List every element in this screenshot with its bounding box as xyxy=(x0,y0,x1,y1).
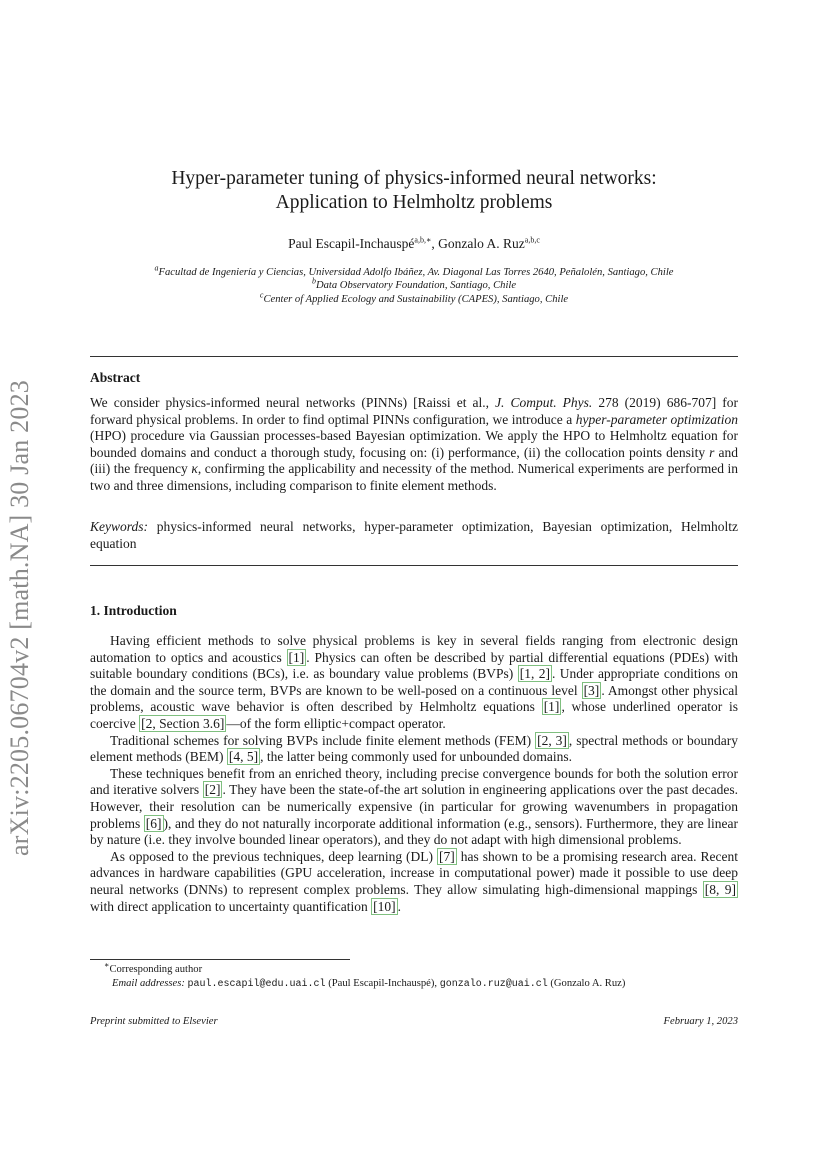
text-run: , the latter being commonly used for unbounded domains. xyxy=(260,749,573,765)
paragraph xyxy=(90,633,738,733)
text-run: ), and they do not naturally incorporate additional information (e.g., sensors). Furthermore, they are linear by nature (i.e. they involve bounded linear operators), and they do not adapt with high dimensional problems. xyxy=(90,815,738,848)
text-run: Traditional schemes for solving BVPs include finite element methods (FEM) xyxy=(110,732,536,748)
paragraph xyxy=(90,849,738,915)
citation-link[interactable]: [1] xyxy=(288,649,305,665)
text-run: with direct application to uncertainty quantification xyxy=(90,898,372,914)
text-run: As opposed to the previous techniques, deep learning (DL) xyxy=(110,848,438,864)
author-sup: a,b,c xyxy=(524,235,540,245)
text-run: We consider physics-informed neural networks (PINNs) [Raissi et al., xyxy=(90,395,496,410)
affiliation xyxy=(90,263,738,279)
journal-name: J. Comput. Phys. xyxy=(495,395,593,410)
text-run: , spectral methods or boundary element methods (BEM) xyxy=(90,732,738,765)
text-run: . Amongst other physical problems, acoustic wave behavior is often described by Helmholtz equations xyxy=(90,682,738,715)
author-name: Paul Escapil-Inchauspé xyxy=(288,236,415,251)
affiliation-mark: b xyxy=(311,276,316,286)
footnote-line xyxy=(90,960,738,977)
footnote-mark: ∗ xyxy=(104,960,110,970)
text-run: 278 (2019) 686-707] for forward physical problems. In order to find optimal PINNs configuration, we introduce a xyxy=(90,395,738,427)
paragraph xyxy=(90,766,738,849)
footnote-line xyxy=(90,977,738,992)
title-line-2: Application to Helmholtz problems xyxy=(275,192,553,213)
text-run: . They have been the state-of-the art solution in engineering applications over the past decades. However, their resolution can be numerically expensive (in particular for growing wavenumbers in propagation problems xyxy=(90,782,738,831)
author-sup: a,b,∗ xyxy=(414,235,432,245)
text-run: and (iii) the frequency xyxy=(90,444,738,477)
text-run: has shown to be a promising research area. Recent advances in hardware capabilities (GPU acceleration, increase in computational power) made it possible to use deep neural networks (DNNs) to represent complex problems. They allow simulating high-dimensional mappings xyxy=(90,848,739,897)
text-run: , confirming the applicability and necessity of the method. Numerical experiments are performed in two and three dimensions, including comparison to finite element methods. xyxy=(90,461,738,493)
footnote-text: (Gonzalo A. Ruz) xyxy=(547,978,626,989)
keywords-line xyxy=(90,519,738,552)
affiliation-mark: a xyxy=(154,263,159,273)
title-line-1: Hyper-parameter tuning of physics-informed neural networks: xyxy=(171,168,657,189)
affiliation xyxy=(90,290,738,306)
footer-right: February 1, 2023 xyxy=(663,1016,738,1027)
keywords-text: physics-informed neural networks, hyper-parameter optimization, Bayesian optimization, Helmholtz equation xyxy=(90,519,738,551)
arxiv-stamp: arXiv:2205.06704v2 [math.NA] 30 Jan 2023 xyxy=(5,380,34,856)
citation-link[interactable]: [10] xyxy=(373,898,396,914)
footnote xyxy=(90,960,738,992)
text-run: . Under appropriate conditions on the domain and the source term, BVPs are known to be well-posed on a continuous level xyxy=(90,666,738,698)
paper-title xyxy=(90,167,738,215)
affiliation-mark: c xyxy=(259,290,264,300)
citation-link[interactable]: [1] xyxy=(543,699,560,715)
affiliation-text: Data Observatory Foundation, Santiago, Chile xyxy=(315,280,517,291)
citation-link[interactable]: [2, 3] xyxy=(537,732,567,748)
footer-left: Preprint submitted to Elsevier xyxy=(90,1016,218,1027)
divider xyxy=(90,565,738,566)
text-run: , whose underlined operator is coercive xyxy=(90,699,738,731)
author-list xyxy=(90,236,738,252)
citation-link[interactable]: [2, Section 3.6] xyxy=(141,715,225,731)
divider xyxy=(90,356,738,357)
affiliation-text: Center of Applied Ecology and Sustainability (CAPES), Santiago, Chile xyxy=(263,294,569,305)
email-label: Email addresses: xyxy=(112,978,185,989)
citation-link[interactable]: [4, 5] xyxy=(228,749,259,765)
keywords-label: Keywords: xyxy=(90,519,148,534)
math-var: κ xyxy=(191,461,198,477)
footnote-text: Corresponding author xyxy=(109,964,203,975)
text-run: (HPO) procedure via Gaussian processes-based Bayesian optimization. We apply the HPO to Helmholtz equation for bounded domains and conduct a thorough study, focusing on: (i) performance, (ii) the collocation points density xyxy=(90,428,738,460)
affiliation-text: Facultad de Ingeniería y Ciencias, Universidad Adolfo Ibáñez, Av. Diagonal Las Torres 2640, Peñalolén, Santiago, Chile xyxy=(158,267,674,278)
math-var: r xyxy=(709,444,715,460)
author-name: Gonzalo A. Ruz xyxy=(438,236,525,251)
abstract-paragraph xyxy=(90,395,738,495)
introduction-body xyxy=(90,633,738,915)
email-address[interactable]: paul.escapil@edu.uai.cl xyxy=(187,979,326,990)
citation-link[interactable]: [3] xyxy=(583,682,600,698)
paragraph xyxy=(90,733,738,766)
section-heading: 1. Introduction xyxy=(90,603,177,618)
citation-link[interactable]: [2] xyxy=(204,782,221,798)
footnote-text: (Paul Escapil-Inchauspé), xyxy=(325,978,440,989)
citation-link[interactable]: [7] xyxy=(439,848,455,864)
text-run: —of the form elliptic+compact operator. xyxy=(226,715,446,731)
keywords xyxy=(90,519,738,552)
text-run: . xyxy=(397,898,402,914)
citation-link[interactable]: [1, 2] xyxy=(519,666,550,682)
citation-link[interactable]: [8, 9] xyxy=(704,881,736,897)
abstract-body xyxy=(90,395,738,495)
text-run: These techniques benefit from an enriched theory, including precise convergence bounds for both the solution error and iterative solvers xyxy=(90,765,738,798)
text-run: Having efficient methods to solve physical problems is key in several fields ranging from electronic design automation to optics and acoustics xyxy=(90,633,738,665)
author-separator: , xyxy=(431,236,439,251)
email-address[interactable]: gonzalo.ruz@uai.cl xyxy=(439,979,548,990)
affiliation xyxy=(90,276,738,292)
emphasis: hyper-parameter optimization xyxy=(575,411,738,427)
citation-link[interactable]: [6] xyxy=(145,815,162,831)
text-run: . Physics can often be described by partial differential equations (PDEs) with suitable boundary conditions (BCs), i.e. as boundary value problems (BVPs) xyxy=(90,649,738,682)
footnote-rule xyxy=(90,959,350,960)
abstract-heading: Abstract xyxy=(90,370,141,385)
